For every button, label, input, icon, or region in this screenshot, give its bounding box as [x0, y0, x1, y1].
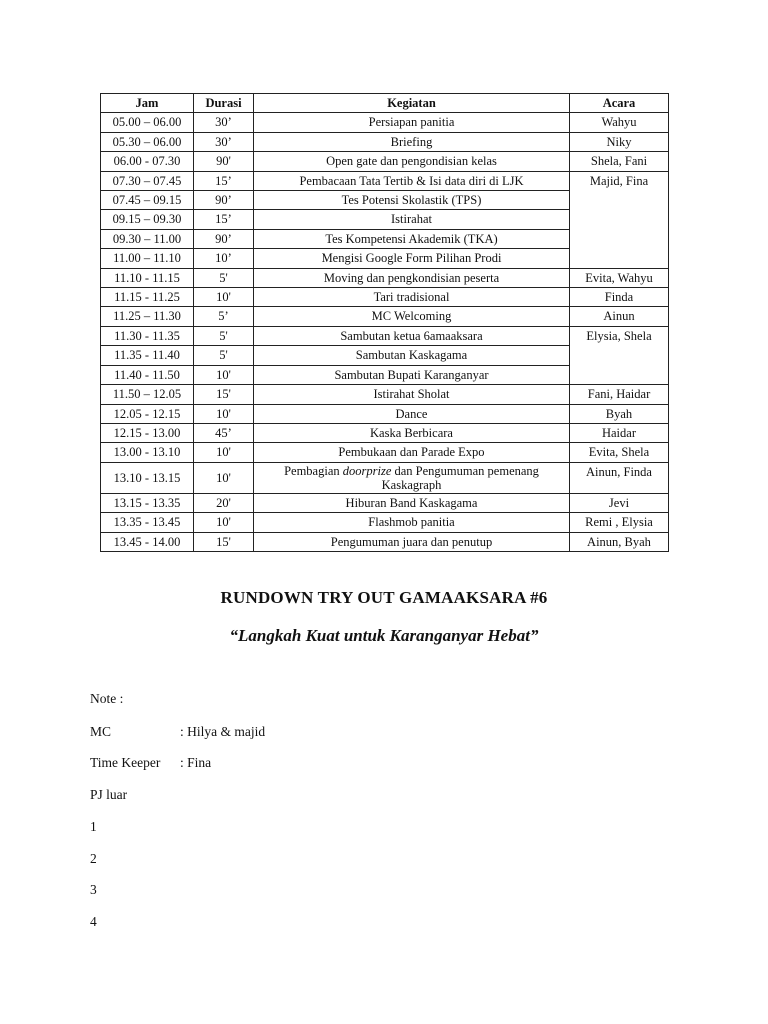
cell-acara: Evita, Wahyu — [570, 268, 669, 287]
cell-durasi: 90’ — [194, 229, 254, 248]
cell-kegiatan: Open gate dan pengondisian kelas — [254, 152, 570, 171]
cell-jam: 11.00 – 11.10 — [101, 249, 194, 268]
cell-acara: Ainun — [570, 307, 669, 326]
header-acara: Acara — [570, 94, 669, 113]
cell-jam: 07.45 – 09.15 — [101, 191, 194, 210]
cell-durasi: 10' — [194, 443, 254, 462]
cell-acara: Remi , Elysia — [570, 513, 669, 532]
cell-kegiatan: Flashmob panitia — [254, 513, 570, 532]
cell-kegiatan: Sambutan Kaskagama — [254, 346, 570, 365]
cell-acara: Haidar — [570, 423, 669, 442]
mc-line — [90, 724, 265, 740]
pj-number-4: 4 — [90, 914, 97, 929]
cell-durasi: 20' — [194, 493, 254, 512]
cell-jam: 09.30 – 11.00 — [101, 229, 194, 248]
cell-jam: 12.05 - 12.15 — [101, 404, 194, 423]
cell-jam: 13.10 - 13.15 — [101, 462, 194, 493]
table-row — [101, 532, 669, 551]
cell-acara: Ainun, Finda — [570, 462, 669, 493]
cell-jam: 07.30 – 07.45 — [101, 171, 194, 190]
cell-acara: Niky — [570, 132, 669, 151]
table-row — [101, 307, 669, 326]
table-row — [101, 152, 669, 171]
header-jam: Jam — [101, 94, 194, 113]
cell-jam: 12.15 - 13.00 — [101, 423, 194, 442]
cell-kegiatan: Pembukaan dan Parade Expo — [254, 443, 570, 462]
cell-jam: 11.10 - 11.15 — [101, 268, 194, 287]
cell-jam: 11.35 - 11.40 — [101, 346, 194, 365]
cell-kegiatan: Briefing — [254, 132, 570, 151]
timekeeper-label: Time Keeper — [90, 755, 161, 770]
cell-kegiatan — [254, 462, 570, 493]
cell-kegiatan: Tes Kompetensi Akademik (TKA) — [254, 229, 570, 248]
header-kegiatan: Kegiatan — [254, 94, 570, 113]
cell-kegiatan: Tes Potensi Skolastik (TPS) — [254, 191, 570, 210]
cell-kegiatan: Pembacaan Tata Tertib & Isi data diri di LJK — [254, 171, 570, 190]
rundown-table — [100, 93, 669, 552]
cell-acara: Wahyu — [570, 113, 669, 132]
cell-durasi: 10' — [194, 513, 254, 532]
cell-durasi: 5' — [194, 326, 254, 345]
cell-kegiatan: Pengumuman juara dan penutup — [254, 532, 570, 551]
cell-jam: 05.00 – 06.00 — [101, 113, 194, 132]
cell-kegiatan: Kaska Berbicara — [254, 423, 570, 442]
cell-jam: 09.15 – 09.30 — [101, 210, 194, 229]
cell-durasi: 90’ — [194, 191, 254, 210]
cell-jam: 11.25 – 11.30 — [101, 307, 194, 326]
cell-acara: Fani, Haidar — [570, 385, 669, 404]
cell-durasi: 15' — [194, 532, 254, 551]
cell-kegiatan: Persiapan panitia — [254, 113, 570, 132]
cell-durasi: 10' — [194, 365, 254, 384]
cell-durasi: 15’ — [194, 171, 254, 190]
cell-acara: Majid, Fina — [570, 171, 669, 268]
cell-jam: 11.15 - 11.25 — [101, 288, 194, 307]
cell-durasi: 5' — [194, 346, 254, 365]
table-row — [101, 385, 669, 404]
note-label: Note : — [90, 691, 124, 706]
pj-number-1: 1 — [90, 819, 97, 834]
table-row — [101, 462, 669, 493]
cell-acara: Finda — [570, 288, 669, 307]
table-row — [101, 404, 669, 423]
table-row — [101, 423, 669, 442]
table-row — [101, 171, 669, 190]
cell-kegiatan: Istirahat — [254, 210, 570, 229]
cell-acara: Ainun, Byah — [570, 532, 669, 551]
cell-acara: Byah — [570, 404, 669, 423]
kegiatan-text: dan Pengumuman pemenang Kaskagraph — [381, 463, 539, 492]
table-row — [101, 513, 669, 532]
cell-acara: Elysia, Shela — [570, 326, 669, 384]
kegiatan-text: Pembagian — [284, 463, 343, 478]
cell-kegiatan: Tari tradisional — [254, 288, 570, 307]
document-title: RUNDOWN TRY OUT GAMAAKSARA #6 — [220, 588, 548, 607]
table-row — [101, 132, 669, 151]
cell-acara: Shela, Fani — [570, 152, 669, 171]
table-body — [101, 113, 669, 552]
cell-durasi: 45’ — [194, 423, 254, 442]
cell-durasi: 30’ — [194, 113, 254, 132]
cell-kegiatan: Istirahat Sholat — [254, 385, 570, 404]
pj-number-3: 3 — [90, 882, 97, 897]
cell-acara: Jevi — [570, 493, 669, 512]
table-row — [101, 113, 669, 132]
cell-jam: 11.50 – 12.05 — [101, 385, 194, 404]
kegiatan-emphasis: doorprize — [342, 463, 392, 478]
header-durasi: Durasi — [194, 94, 254, 113]
table-header-row — [101, 94, 669, 113]
cell-durasi: 15’ — [194, 210, 254, 229]
cell-durasi: 10' — [194, 404, 254, 423]
table-row — [101, 268, 669, 287]
cell-kegiatan: Moving dan pengkondisian peserta — [254, 268, 570, 287]
pj-number-2: 2 — [90, 851, 97, 866]
timekeeper-line — [90, 755, 211, 771]
cell-kegiatan: MC Welcoming — [254, 307, 570, 326]
table-row — [101, 493, 669, 512]
cell-jam: 05.30 – 06.00 — [101, 132, 194, 151]
cell-durasi: 10' — [194, 288, 254, 307]
cell-durasi: 5’ — [194, 307, 254, 326]
cell-durasi: 10’ — [194, 249, 254, 268]
cell-kegiatan: Sambutan Bupati Karanganyar — [254, 365, 570, 384]
mc-value: : Hilya & majid — [180, 724, 266, 739]
document-subtitle: “Langkah Kuat untuk Karanganyar Hebat” — [229, 626, 539, 645]
cell-jam: 13.15 - 13.35 — [101, 493, 194, 512]
cell-durasi: 5' — [194, 268, 254, 287]
cell-jam: 11.30 - 11.35 — [101, 326, 194, 345]
cell-durasi: 15' — [194, 385, 254, 404]
cell-durasi: 90' — [194, 152, 254, 171]
mc-label: MC — [90, 724, 112, 739]
cell-durasi: 10' — [194, 462, 254, 493]
timekeeper-value: : Fina — [180, 755, 212, 770]
cell-kegiatan: Dance — [254, 404, 570, 423]
cell-jam: 11.40 - 11.50 — [101, 365, 194, 384]
cell-kegiatan: Sambutan ketua 6amaaksara — [254, 326, 570, 345]
cell-jam: 06.00 - 07.30 — [101, 152, 194, 171]
table-row — [101, 288, 669, 307]
cell-acara: Evita, Shela — [570, 443, 669, 462]
cell-jam: 13.45 - 14.00 — [101, 532, 194, 551]
table-row — [101, 326, 669, 345]
cell-durasi: 30’ — [194, 132, 254, 151]
cell-kegiatan: Hiburan Band Kaskagama — [254, 493, 570, 512]
cell-jam: 13.00 - 13.10 — [101, 443, 194, 462]
table-row — [101, 443, 669, 462]
cell-jam: 13.35 - 13.45 — [101, 513, 194, 532]
pj-luar-label: PJ luar — [90, 787, 128, 802]
cell-kegiatan: Mengisi Google Form Pilihan Prodi — [254, 249, 570, 268]
